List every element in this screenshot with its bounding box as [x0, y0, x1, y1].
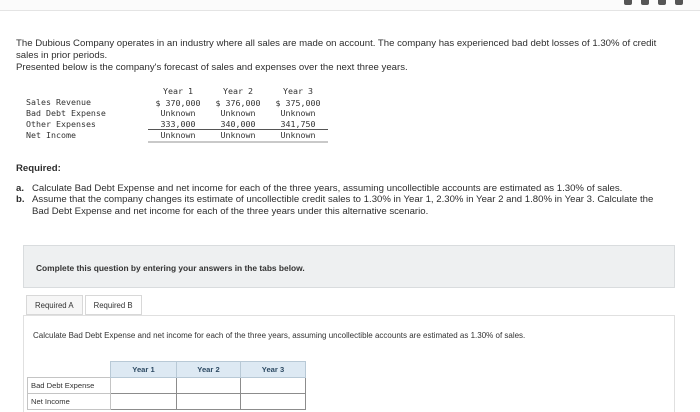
requirement-a — [16, 183, 666, 195]
answer-corner — [28, 362, 111, 378]
requirement-b — [16, 194, 666, 217]
net-income-year2-input[interactable] — [177, 394, 241, 410]
instructions-box — [23, 245, 675, 288]
bad-debt-year2-field[interactable] — [177, 378, 240, 393]
forecast-row-label: Sales Revenue — [26, 97, 91, 108]
requirements — [16, 163, 666, 217]
forecast-row — [26, 97, 328, 108]
forecast-value: $ 376,000 — [215, 97, 261, 108]
toolbar-icon[interactable] — [641, 0, 649, 5]
net-income-year2-field[interactable] — [177, 394, 240, 409]
answer-year-header: Year 1 — [111, 362, 177, 378]
forecast-year-header: Year 3 — [283, 86, 313, 96]
answer-row-label: Bad Debt Expense — [28, 378, 111, 394]
top-toolbar — [0, 0, 700, 11]
forecast-value: $ 370,000 — [155, 97, 201, 108]
requirement-a-text: Calculate Bad Debt Expense and net income for each of the three years, assuming uncollectible accounts are estimated as 1.30% of sales. — [32, 182, 623, 194]
forecast-value: Unknown — [148, 130, 208, 142]
bad-debt-year1-input[interactable] — [111, 378, 177, 394]
forecast-row — [26, 130, 328, 142]
intro-line-2: Presented below is the company's forecast of sales and expenses over the next three years. — [16, 62, 408, 73]
forecast-value: 333,000 — [148, 119, 208, 130]
forecast-row-label: Bad Debt Expense — [26, 108, 106, 118]
instructions-text: Complete this question by entering your answers in the tabs below. — [36, 263, 305, 273]
forecast-year-header: Year 2 — [223, 86, 253, 96]
answer-row — [28, 378, 306, 394]
forecast-value: Unknown — [208, 130, 268, 142]
forecast-value: Unknown — [268, 130, 328, 142]
forecast-value: Unknown — [160, 108, 196, 118]
forecast-value: Unknown — [220, 108, 256, 118]
requirement-b-marker: b. — [16, 194, 25, 205]
bad-debt-year1-field[interactable] — [111, 378, 176, 393]
requirement-a-marker: a. — [16, 182, 25, 194]
intro-line-1: The Dubious Company operates in an industry where all sales are made on account. The company has experienced bad debt losses of 1.30% of credit sales in prior periods. — [16, 38, 657, 61]
net-income-year1-field[interactable] — [111, 394, 176, 409]
panel-instruction: Calculate Bad Debt Expense and net income for each of the three years, assuming uncollectible accounts are estimated as 1.30% of sales. — [33, 331, 526, 340]
forecast-row — [26, 119, 328, 130]
forecast-label-header — [26, 86, 148, 97]
forecast-value: 340,000 — [208, 119, 268, 130]
forecast-row-label: Net Income — [26, 130, 76, 141]
requirement-b-text: Assume that the company changes its estimate of uncollectible credit sales to 1.30% in Year 1, 2.30% in Year 2 and 1.80% in Year 3. Calculate the Bad Debt Expense and net income for each of the three years under this alternative scenario. — [32, 194, 654, 217]
toolbar-icon[interactable] — [658, 0, 666, 5]
problem-intro — [16, 38, 676, 74]
net-income-year3-input[interactable] — [241, 394, 306, 410]
forecast-value: 341,750 — [268, 119, 328, 130]
net-income-year3-field[interactable] — [241, 394, 305, 409]
forecast-value: $ 375,000 — [275, 97, 321, 108]
tab-bar — [26, 295, 142, 315]
answer-year-header: Year 2 — [177, 362, 241, 378]
toolbar-icon[interactable] — [675, 0, 683, 5]
bad-debt-year3-input[interactable] — [241, 378, 306, 394]
tab-required-b[interactable]: Required B — [85, 295, 142, 315]
net-income-year1-input[interactable] — [111, 394, 177, 410]
answer-row-label: Net Income — [28, 394, 111, 410]
answer-table — [27, 361, 306, 410]
forecast-year-header: Year 1 — [163, 86, 193, 96]
answer-row — [28, 394, 306, 410]
forecast-row-label: Other Expenses — [26, 118, 96, 129]
answer-year-header: Year 3 — [241, 362, 306, 378]
tab-required-a[interactable]: Required A — [26, 295, 83, 315]
required-heading: Required: — [16, 163, 61, 174]
toolbar-icon[interactable] — [624, 0, 632, 5]
bad-debt-year3-field[interactable] — [241, 378, 305, 393]
forecast-row — [26, 108, 328, 119]
forecast-table — [26, 86, 328, 143]
bad-debt-year2-input[interactable] — [177, 378, 241, 394]
forecast-value: Unknown — [280, 108, 316, 118]
